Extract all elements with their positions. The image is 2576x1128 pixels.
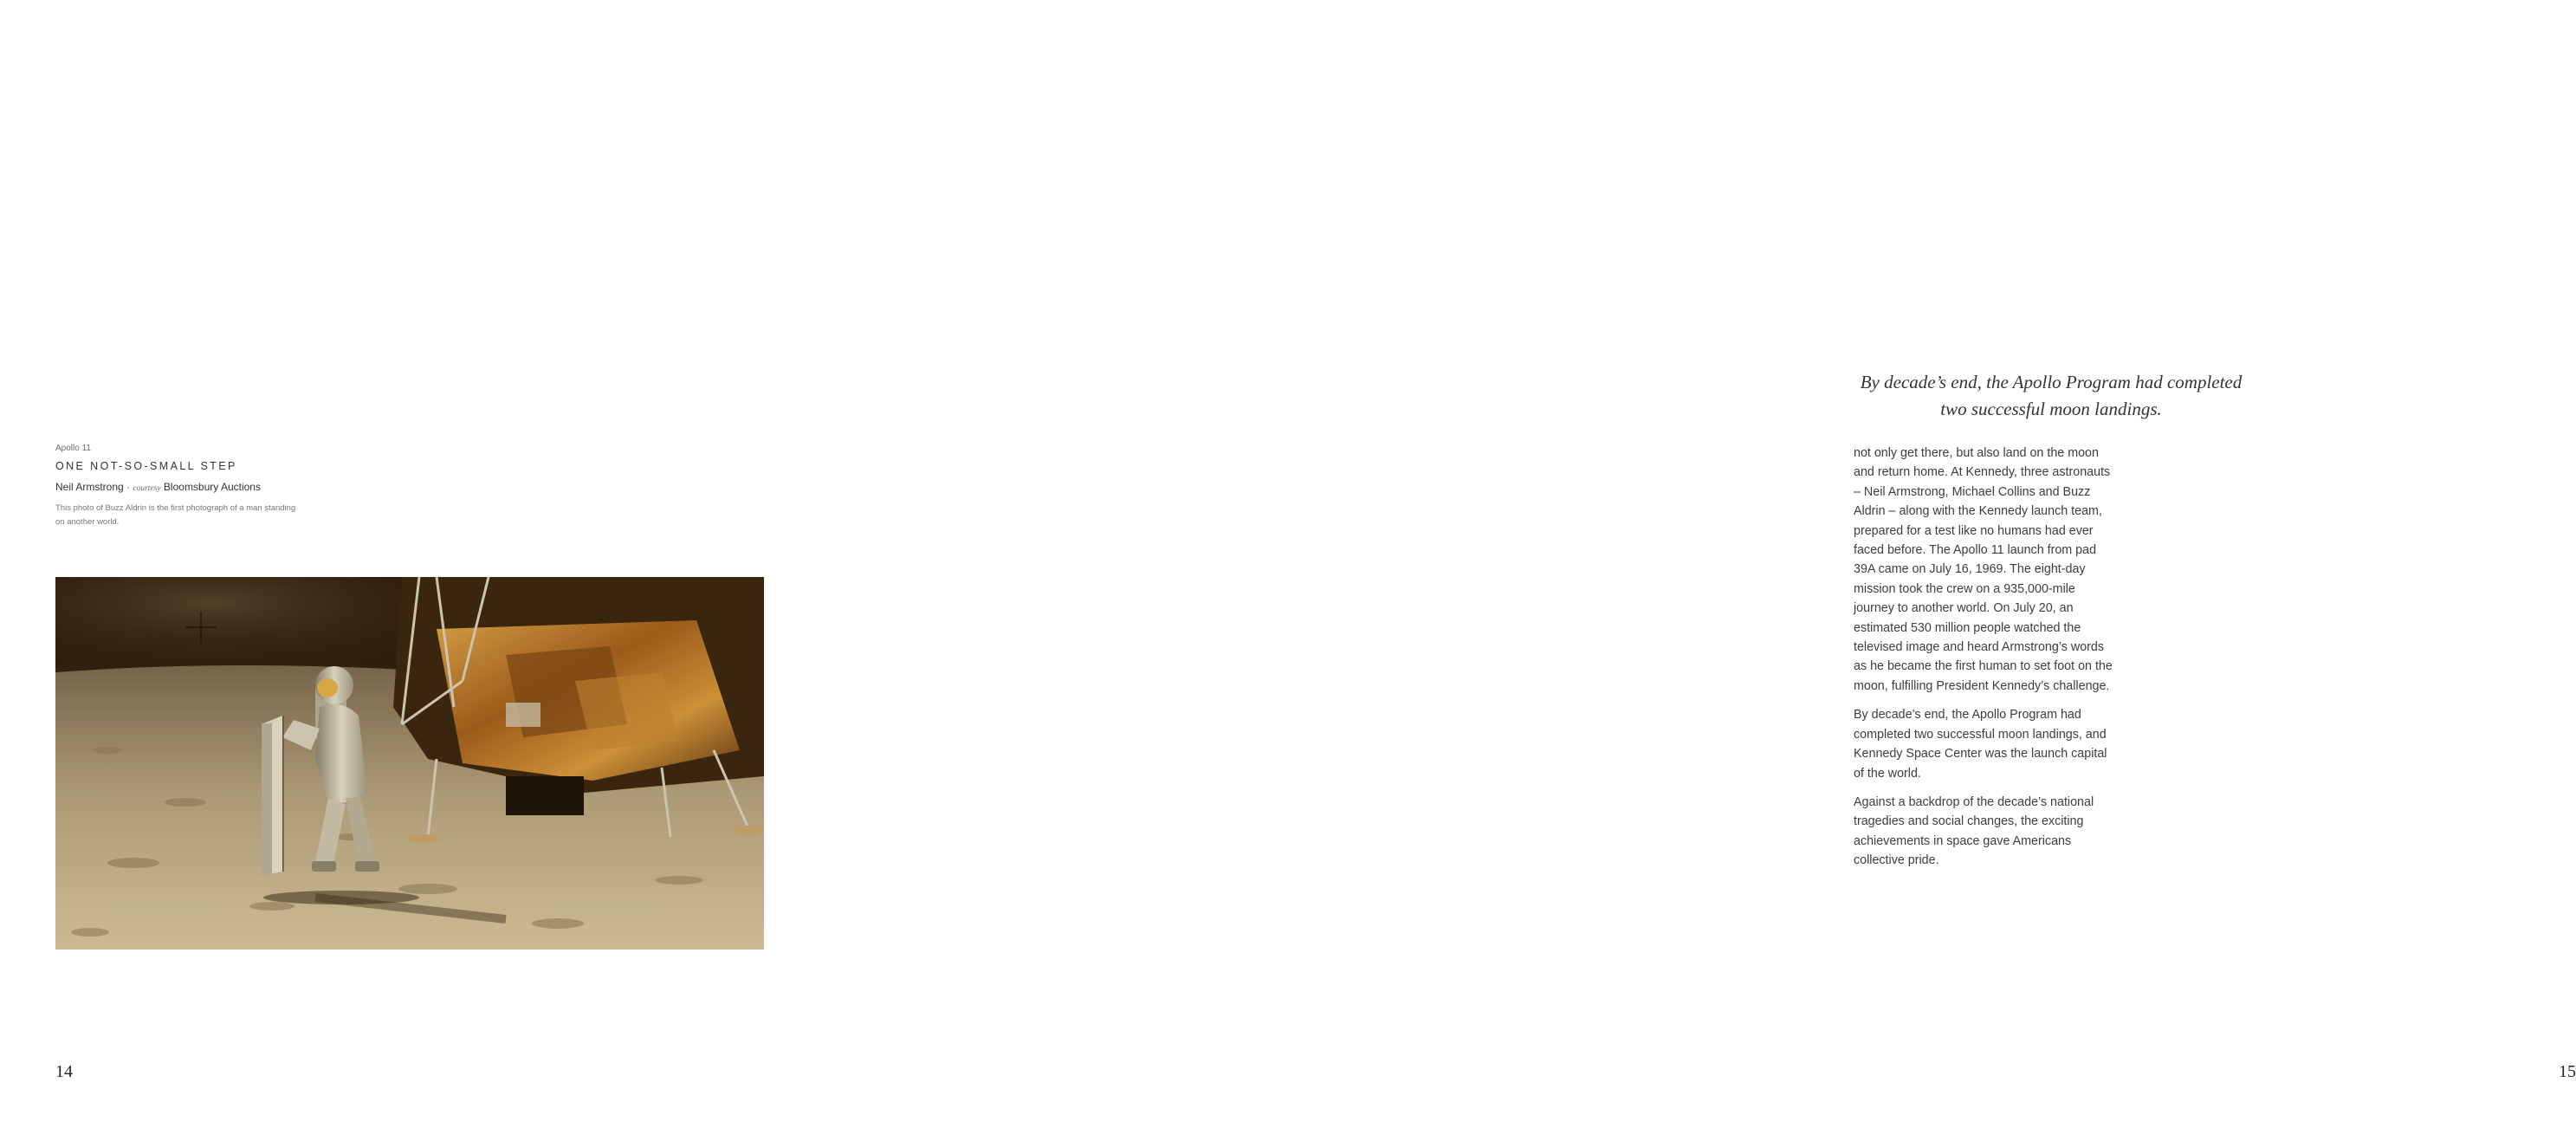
credit-separator: ·: [126, 481, 131, 493]
credit-courtesy: courtesy: [133, 484, 161, 493]
moon-landing-photo: [55, 577, 764, 950]
left-page: [0, 0, 887, 1128]
caption-credit: [55, 481, 315, 493]
pull-quote-line-2: two successful moon landings.: [1940, 399, 2162, 419]
body-paragraph: By decade’s end, the Apollo Program had completed two successful moon landings, and Kennedy Space Center was the launch capital of the world.: [1854, 708, 2107, 781]
credit-photographer: Neil Armstrong: [55, 481, 124, 493]
caption-kicker: Apollo 11: [55, 444, 91, 453]
pull-quote-line-1: By decade’s end, the Apollo Program had completed: [1860, 372, 2243, 392]
pull-quote: [1854, 369, 2249, 423]
right-page: [887, 0, 2576, 1128]
page-number-right: 15: [2559, 1062, 2576, 1081]
page-number-left: 14: [55, 1062, 73, 1081]
caption-title: ONE NOT-SO-SMALL STEP: [55, 460, 237, 472]
photo-caption: [55, 444, 315, 528]
body-paragraph: not only get there, but also land on the moon and return home. At Kennedy, three astronauts – Neil Armstrong, Michael Collins and Buzz Aldrin – along with the Kennedy launch team, prepared for a test like no humans had ever faced before. The Apollo 11 launch from pad 39A came on July 16, 1969. The eight-day mission took the crew on a 935,000-mile journey to another world. On July 20, an estimated 530 million people watched the televised image and heard Armstrong’s words as he became the first human to set foot on the moon, fulfilling President Kennedy’s challenge.: [1854, 446, 2113, 693]
body-text-column: [1854, 444, 2113, 880]
body-paragraph: Against a backdrop of the decade’s national tragedies and social changes, the exciting achievements in space gave Americans collective pride.: [1854, 794, 2094, 868]
caption-description: This photo of Buzz Aldrin is the first photograph of a man standing on another world.: [55, 503, 296, 527]
credit-source: Bloomsbury Auctions: [163, 481, 261, 493]
